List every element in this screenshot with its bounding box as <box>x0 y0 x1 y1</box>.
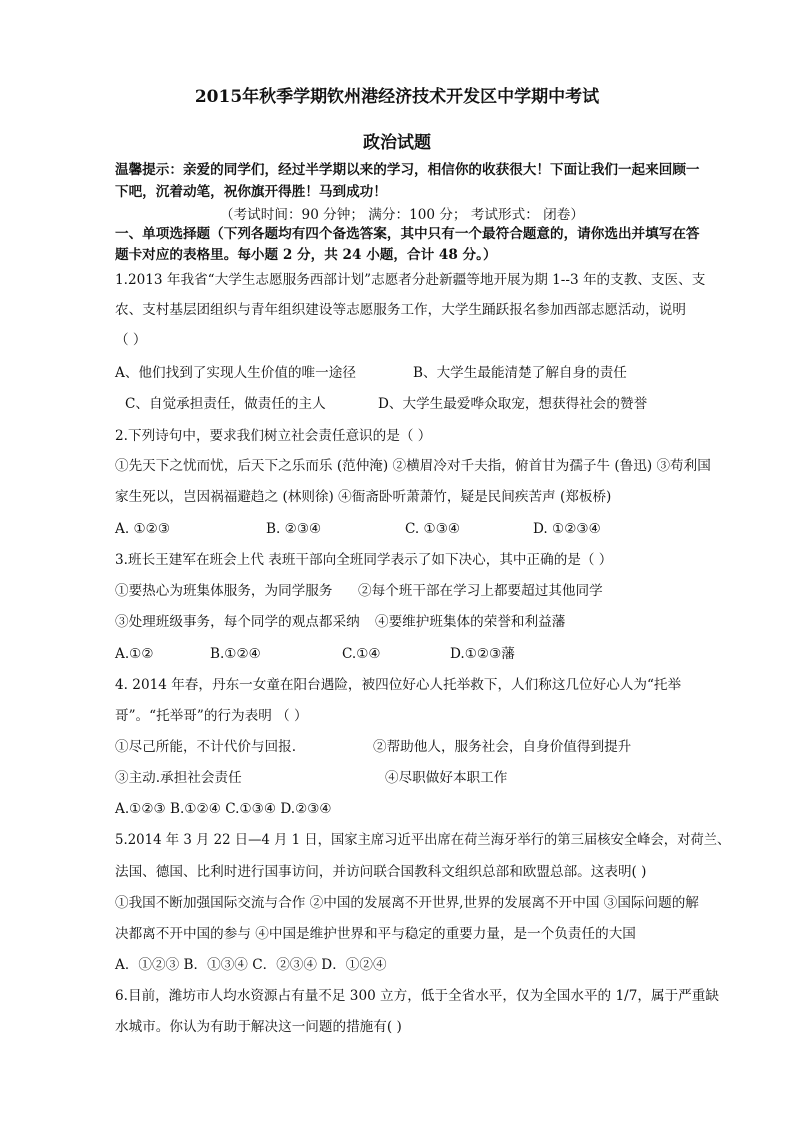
question-3-line-1: 3.班长王建军在班会上代 表班干部向全班同学表示了如下决心，其中正确的是（ ） <box>115 552 613 568</box>
question-5-line-4: 决都离不开中国的参与 ④中国是维护世界和平与稳定的重要力量，是一个负责任的大国 <box>115 926 636 942</box>
question-4-choice-2: ②帮助他人，服务社会，自身价值得到提升 <box>373 739 632 755</box>
question-3-choice-2: ②每个班干部在学习上都要超过其他同学 <box>358 583 603 599</box>
question-6-line-1: 6.目前，潍坊市人均水资源占有量不足 300 立方，低于全省水平，仅为全国水平的 1/7，属于严重缺 <box>115 988 719 1004</box>
question-5-line-2: 法国、德国、比利时进行国事访问，并访问联合国教科文组织总部和欧盟总部。这表明( ) <box>115 864 647 880</box>
question-3-option-d: D.①②③藩 <box>450 646 515 662</box>
section-heading-line-2: 题卡对应的表格里。每小题 2 分，共 24 小题，合计 48 分。） <box>115 247 497 263</box>
question-1-line-1: 1.2013 年我省“大学生志愿服务西部计划”志愿者分赴新疆等地开展为期 1--3 年的支教、支医、支 <box>115 272 706 288</box>
question-1-option-d: D、大学生最爱哗众取宠，想获得社会的赞誉 <box>378 396 648 412</box>
question-5-options: A．①②③ B．①③④ C．②③④ D．①②④ <box>115 957 387 973</box>
question-4-choice-3: ③主动.承担社会责任 <box>115 770 242 786</box>
question-4-choice-4: ④尽职做好本职工作 <box>385 770 508 786</box>
exam-title: 2015年秋季学期钦州港经济技术开发区中学期中考试 <box>194 87 600 107</box>
section-heading-line-1: 一、单项选择题（下列各题均有四个备选答案，其中只有一个最符合题意的，请你选出并填写在答 <box>115 226 700 242</box>
question-1-blank: （ ） <box>115 332 147 348</box>
question-1-option-a: A、他们找到了实现人生价值的唯一途径 <box>115 365 356 381</box>
question-6-line-2: 水城市。你认为有助于解决这一问题的措施有( ) <box>115 1019 402 1035</box>
question-2-line-3: 家生死以，岂因祸福避趋之 (林则徐) ④衙斋卧听萧萧竹，疑是民间疾苦声 (郑板桥) <box>115 489 612 505</box>
question-2-option-c: C. ①③④ <box>405 521 461 537</box>
question-3-choice-3: ③处理班级事务，每个同学的观点都采纳 <box>115 614 360 630</box>
question-5-line-3: ①我国不断加强国际交流与合作 ②中国的发展离不开世界,世界的发展离不开中国 ③国际问题的解 <box>115 895 699 911</box>
question-1-option-b: B、大学生最能清楚了解自身的责任 <box>413 365 627 381</box>
exam-info: （考试时间：90 分钟； 满分：100 分； 考试形式： 闭卷） <box>220 207 584 223</box>
question-2-option-a: A. ①②③ <box>115 521 171 537</box>
question-3-choice-4: ④要维护班集体的荣誉和利益藩 <box>375 614 566 630</box>
exam-subtitle: 政治试题 <box>363 133 431 153</box>
question-1-option-c: C、自觉承担责任，做责任的主人 <box>125 396 326 412</box>
question-2-line-1: 2.下列诗句中，要求我们树立社会责任意识的是（ ） <box>115 428 432 444</box>
tip-line-2: 下吧，沉着动笔，祝你旗开得胜！马到成功！ <box>115 184 387 200</box>
question-3-option-b: B.①②④ <box>210 646 261 662</box>
question-3-option-a: A.①② <box>115 646 154 662</box>
question-4-choice-1: ①尽己所能，不计代价与回报. <box>115 739 297 755</box>
question-4-options: A.①②③ B.①②④ C.①③④ D.②③④ <box>115 801 332 817</box>
question-2-option-b: B. ②③④ <box>266 521 322 537</box>
question-3-choice-1: ①要热心为班集体服务，为同学服务 <box>115 583 333 599</box>
tip-line-1: 温馨提示：亲爱的同学们，经过半学期以来的学习，相信你的收获很大！下面让我们一起来回顾一 <box>115 162 700 178</box>
question-3-option-c: C.①④ <box>342 646 381 662</box>
question-4-line-2: 哥”。“托举哥”的行为表明 （ ） <box>115 708 308 724</box>
question-2-option-d: D. ①②③④ <box>533 521 601 537</box>
question-5-line-1: 5.2014 年 3 月 22 日—4 月 1 日，国家主席习近平出席在荷兰海牙举行的第三届核安全峰会，对荷兰、 <box>115 832 731 848</box>
question-4-line-1: 4. 2014 年春，丹东一女童在阳台遇险，被四位好心人托举救下，人们称这几位好心人为“托举 <box>115 677 682 693</box>
question-2-line-2: ①先天下之忧而忧，后天下之乐而乐 (范仲淹) ②横眉冷对千夫指，俯首甘为孺子牛 (鲁迅) ③苟利国 <box>115 458 711 474</box>
question-1-line-2: 农、支村基层团组织与青年组织建设等志愿服务工作，大学生踊跃报名参加西部志愿活动，说明 <box>115 302 686 318</box>
